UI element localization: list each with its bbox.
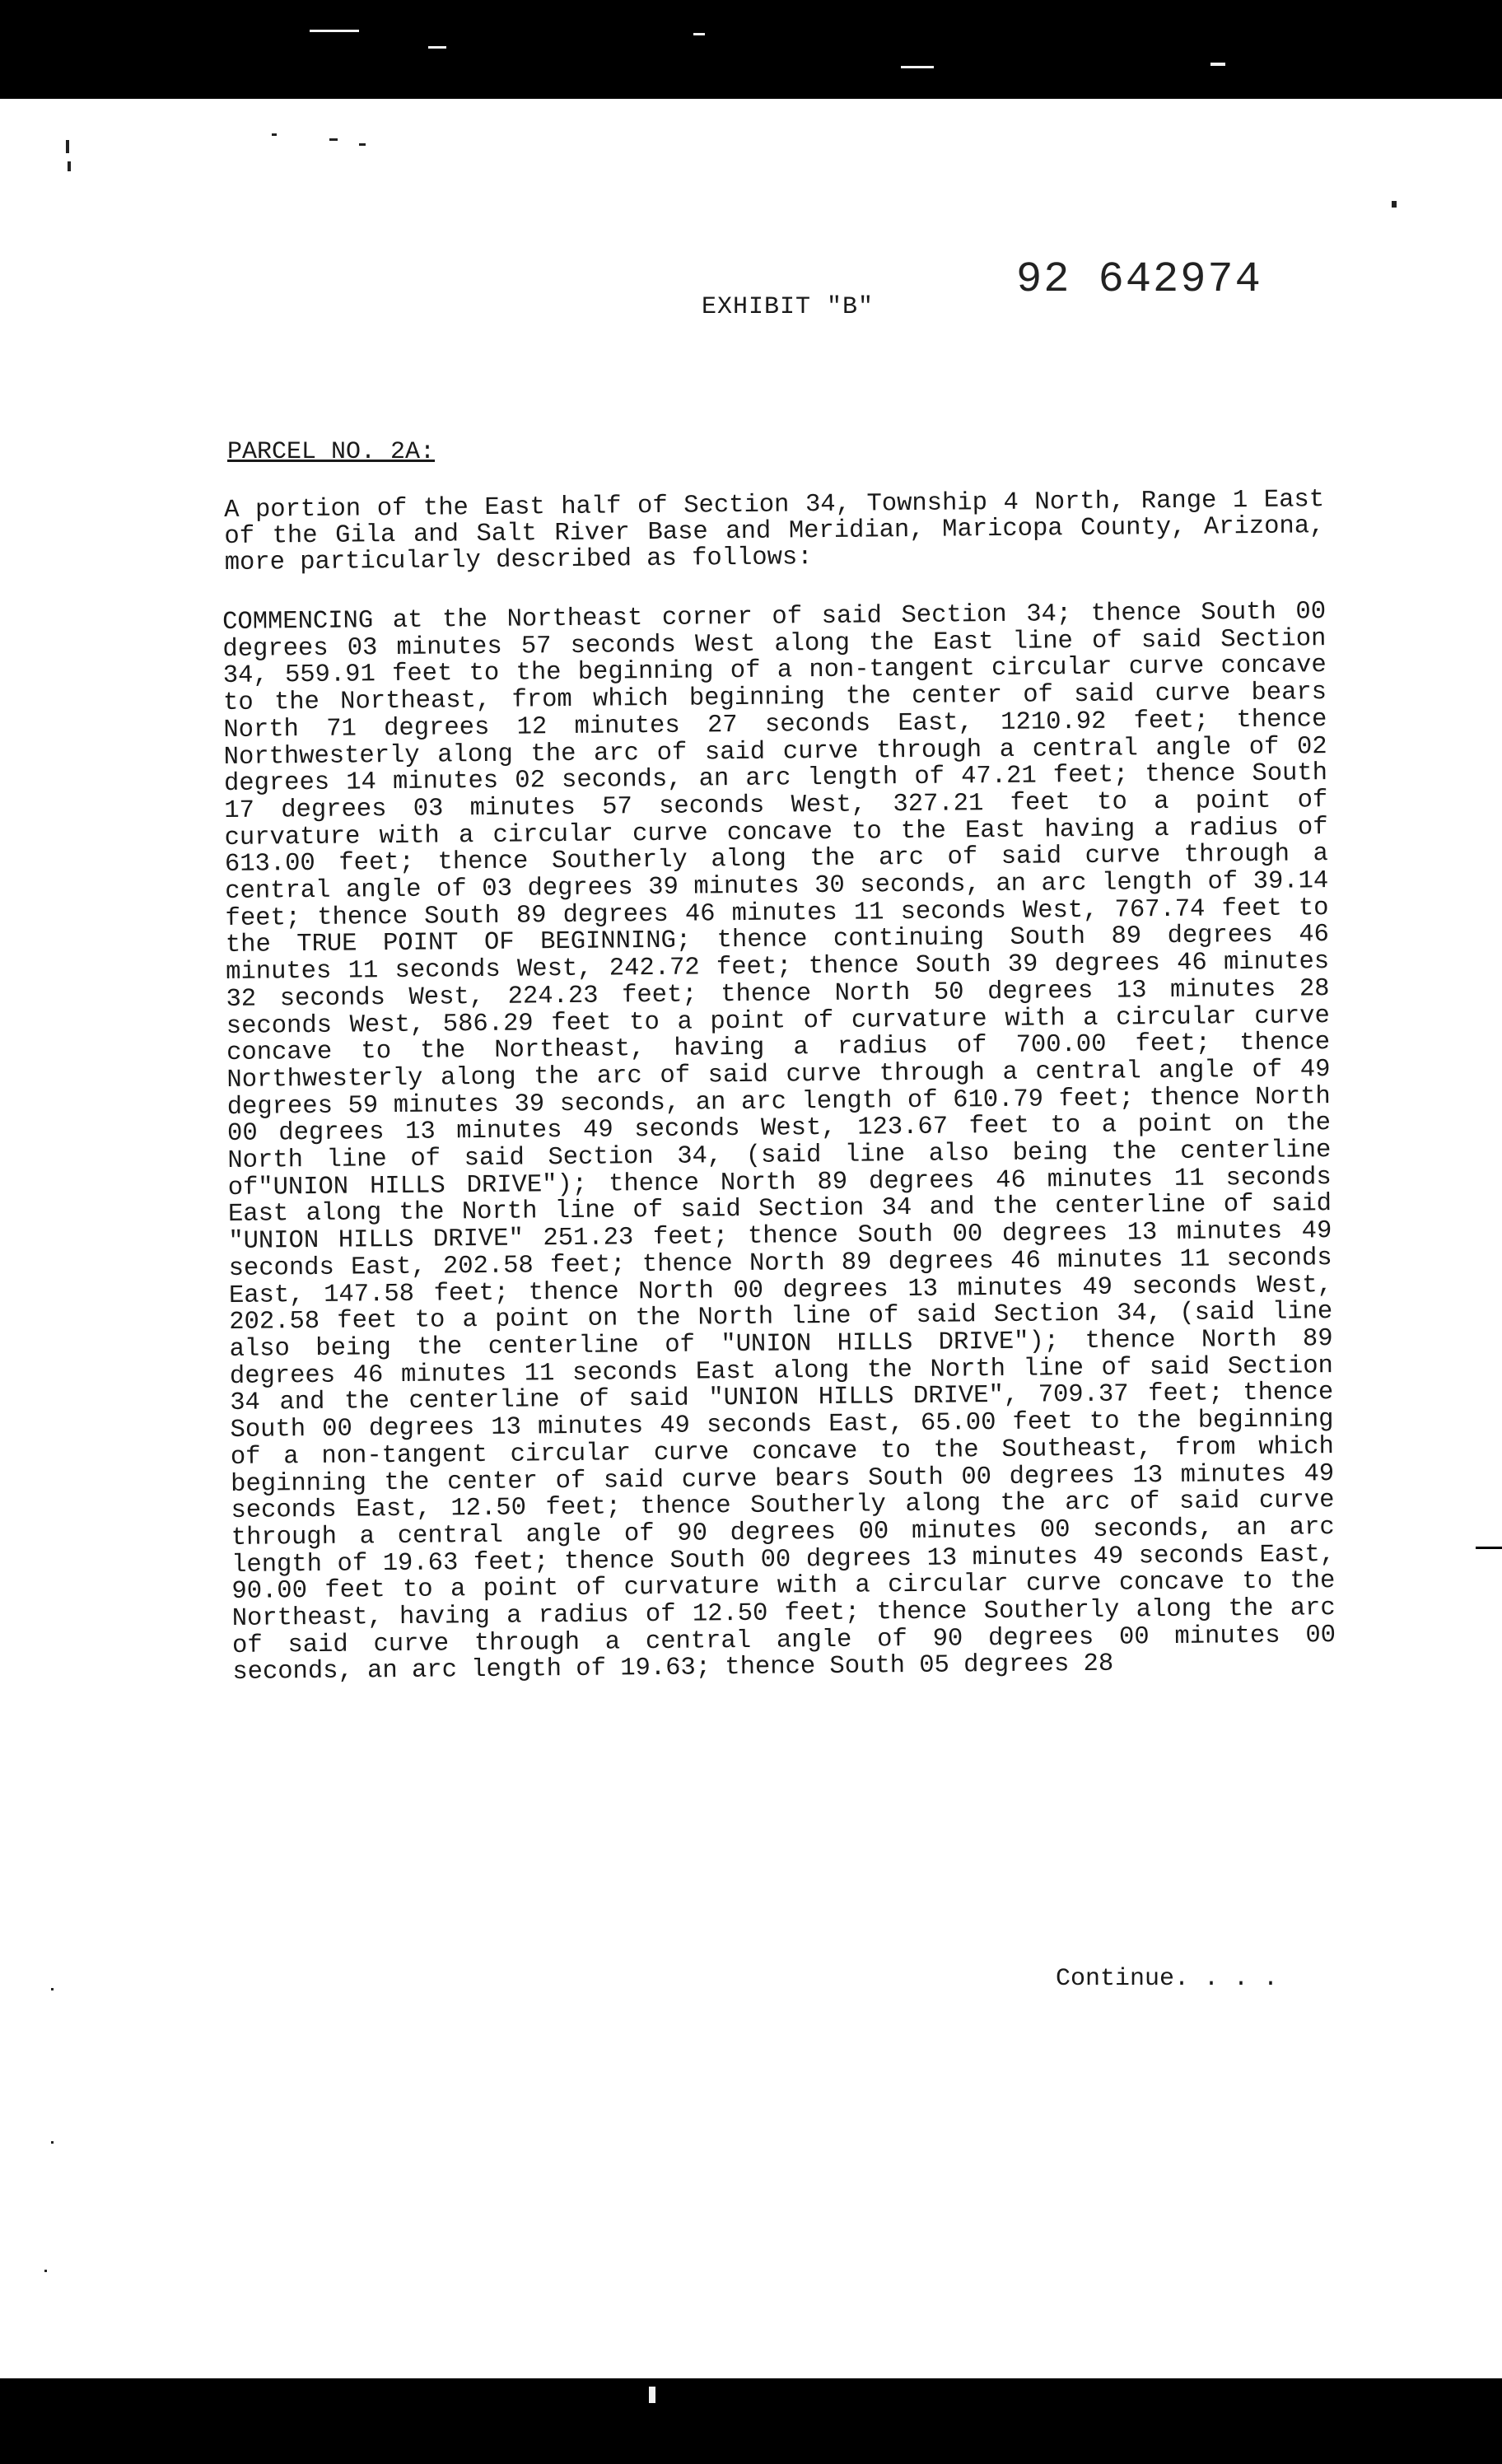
scan-top-border [0, 0, 1502, 99]
scan-speck [901, 66, 934, 68]
parcel-heading: PARCEL NO. 2A: [227, 438, 436, 466]
margin-mark [44, 2270, 47, 2272]
scan-speck [428, 46, 446, 49]
scan-speck [693, 33, 705, 35]
scan-speck [310, 30, 359, 32]
exhibit-title: EXHIBIT "B" [702, 293, 875, 321]
intro-paragraph: A portion of the East half of Section 34, Township 4 North, Range 1 East of the Gila and Salt River Base and Meridian, Maricopa County, Arizona, more particularly described as follows: [223, 486, 1325, 577]
margin-mark [68, 161, 71, 171]
margin-mark [51, 1988, 54, 1990]
document-page [0, 99, 1502, 2378]
margin-mark [359, 143, 366, 146]
legal-description-paragraph: COMMENCING at the Northeast corner of said Section 34; thence South 00 degrees 03 minutes 57 seconds West along the East line of said Section 34, 559.91 feet to the beginning of a non-tangent circular curve concave to the Northeast, from which beginning the center of said curve bears North 71 degrees 12 minutes 27 seconds East, 1210.92 feet; thence Northwesterly along the arc of said curve through a central angle of 02 degrees 14 minutes 02 seconds, an arc length of 47.21 feet; thence South 17 degrees 03 minutes 57 seconds West, 327.21 feet to a point of curvature with a circular curve concave to the East having a radius of 613.00 feet; thence Southerly along the arc of said curve through a central angle of 03 degrees 39 minutes 30 seconds, an arc length of 39.14 feet; thence South 89 degrees 46 minutes 11 seconds West, 767.74 feet to the TRUE POINT OF BEGINNING; thence continuing South 89 degrees 46 minutes 11 seconds West, 242.72 feet; thence South 39 degrees 46 minutes 32 seconds West, 224.23 feet; thence North 50 degrees 13 minutes 28 seconds West, 586.29 feet to a point of curvature with a circular curve concave to the Northeast, having a radius of 700.00 feet; thence Northwesterly along the arc of said curve through a central angle of 49 degrees 59 minutes 39 seconds, an arc length of 610.79 feet; thence North 00 degrees 13 minutes 49 seconds West, 123.67 feet to a point on the North line of said Section 34, (said line also being the centerline of"UNION HILLS DRIVE"); thence North 89 degrees 46 minutes 11 seconds East along the North line of said Section 34 and the centerline of said "UNION HILLS DRIVE" 251.23 feet; thence South 00 degrees 13 minutes 49 seconds East, 202.58 feet; thence North 89 degrees 46 minutes 11 seconds East, 147.58 feet; thence North 00 degrees 13 minutes 49 seconds West, 202.58 feet to a point on the North line of said Section 34, (said line also being the centerline of "UNION HILLS DRIVE"); thence North 89 degrees 46 minutes 11 seconds East along the North line of said Section 34 and the centerline of said "UNION HILLS DRIVE", 709.37 feet; thence South 00 degrees 13 minutes 49 seconds East, 65.00 feet to the beginning of a non-tangent circular curve concave to the Southeast, from which beginning the center of said curve bears South 00 degrees 13 minutes 49 seconds East, 12.50 feet; thence Southerly along the arc of said curve through a central angle of 90 degrees 00 minutes 00 seconds, an arc length of 19.63 feet; thence South 00 degrees 13 minutes 49 seconds East, 90.00 feet to a point of curvature with a circular curve concave to the Northeast, having a radius of 12.50 feet; thence Southerly along the arc of said curve through a central angle of 90 degrees 00 minutes 00 seconds, an arc length of 19.63; thence South 05 degrees 28 [222, 598, 1336, 1687]
scan-speck [649, 2387, 655, 2403]
margin-mark [329, 138, 338, 141]
scan-speck [1210, 63, 1225, 66]
margin-mark [272, 133, 277, 136]
margin-mark [1392, 201, 1397, 208]
edge-mark [1476, 1547, 1502, 1549]
margin-mark [51, 2141, 54, 2144]
continue-label: Continue. . . . [1056, 1965, 1279, 1993]
recording-number: 92 642974 [1016, 255, 1262, 304]
margin-mark [66, 140, 69, 153]
scan-bottom-border [0, 2378, 1502, 2464]
